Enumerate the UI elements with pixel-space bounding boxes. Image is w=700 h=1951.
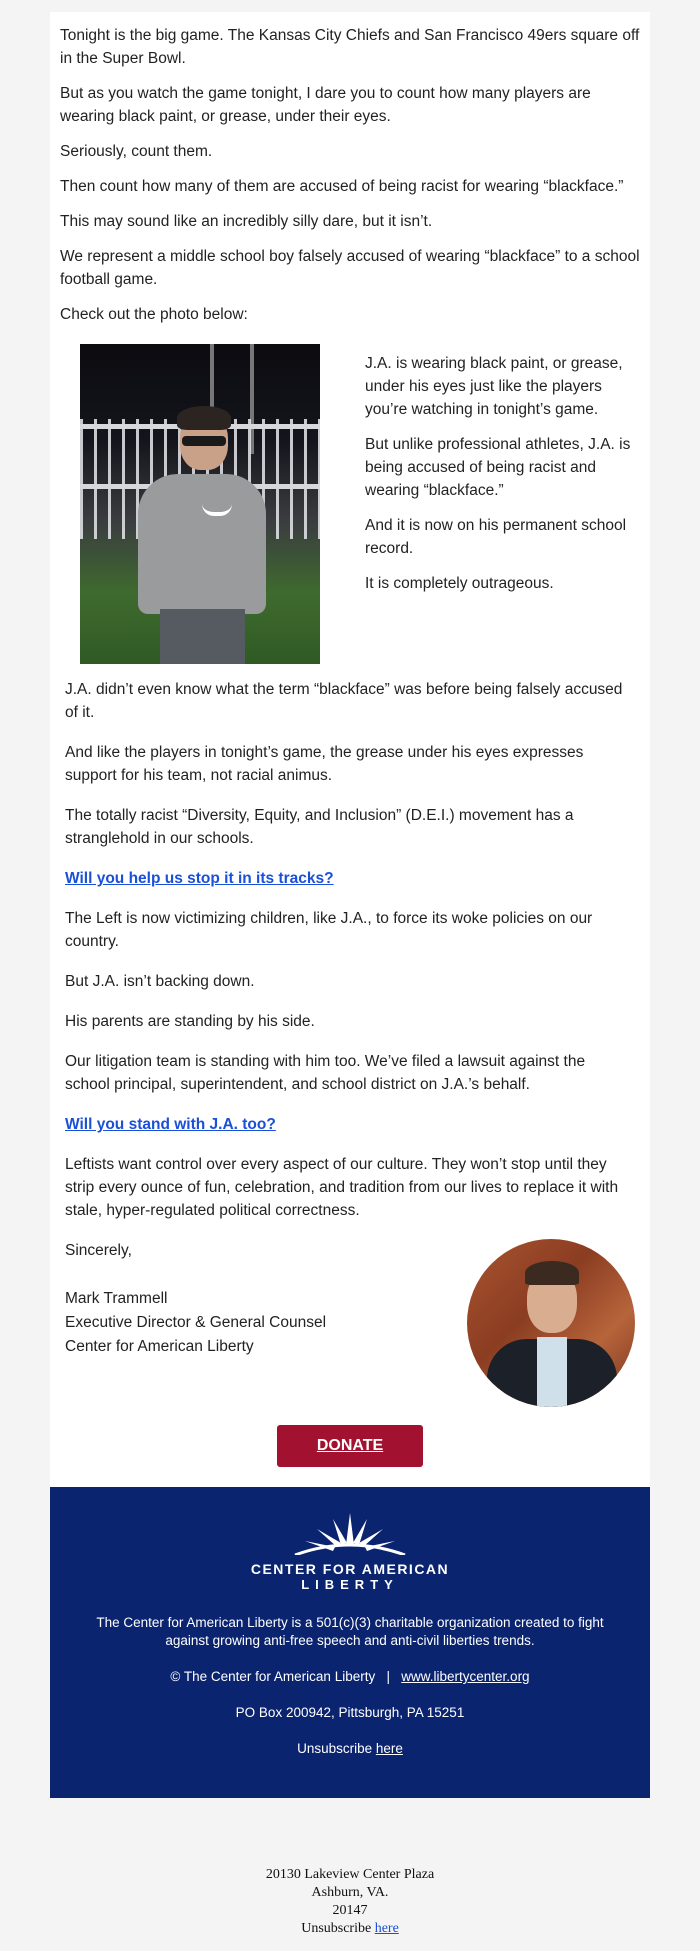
intro-paragraph: Seriously, count them.: [60, 143, 213, 160]
address-unsubscribe-link[interactable]: here: [374, 1921, 399, 1936]
boy-hair: [177, 406, 231, 430]
caption-paragraph: But unlike professional athletes, J.A. is being accused of being racist and wearing “blackface.”: [365, 436, 631, 499]
avatar-shirt: [537, 1337, 567, 1407]
signer-avatar: [467, 1239, 635, 1407]
unsubscribe-text: Unsubscribe: [301, 1921, 375, 1936]
address-line: 20130 Lakeview Center Plaza: [265, 1867, 435, 1882]
intro-section: [50, 12, 650, 326]
intro-paragraph: Check out the photo below:: [60, 306, 248, 323]
photo-row: [50, 338, 650, 664]
email-card: [50, 12, 650, 1798]
body-paragraph: Our litigation team is standing with him too. We’ve filed a lawsuit against the school principal, superintendent, and school district on J.A.’s behalf.: [65, 1053, 586, 1093]
body-paragraph: Leftists want control over every aspect of our culture. They won’t stop until they strip every ounce of fun, celebration, and tradition from our lives to replace it with stale, hyper-regulated political correctness.: [65, 1156, 619, 1219]
donate-wrap: [50, 1407, 650, 1487]
mailing-address: [0, 1866, 700, 1938]
footer-unsubscribe-link[interactable]: here: [375, 1741, 403, 1756]
org-description: The Center for American Liberty is a 501(c)(3) charitable organization created to fight against growing anti-free speech and anti-civil liberties trends.: [96, 1615, 604, 1648]
body-paragraph: The totally racist “Diversity, Equity, and Inclusion” (D.E.I.) movement has a stranglehold in our schools.: [65, 807, 574, 847]
po-box: PO Box 200942, Pittsburgh, PA 15251: [235, 1705, 465, 1720]
address-unsubscribe: [0, 1920, 700, 1938]
photo-caption: [320, 344, 635, 664]
closing: Sincerely,: [65, 1242, 132, 1259]
intro-paragraph: This may sound like an incredibly silly dare, but it isn’t.: [60, 213, 433, 230]
unsubscribe-text: Unsubscribe: [297, 1741, 376, 1756]
copyright: © The Center for American Liberty: [170, 1669, 376, 1684]
help-stop-link[interactable]: Will you help us stop it in its tracks?: [65, 870, 334, 887]
address-line: Ashburn, VA.: [311, 1885, 389, 1900]
body-paragraph: His parents are standing by his side.: [65, 1013, 315, 1030]
intro-paragraph: We represent a middle school boy falsely accused of wearing “blackface” to a school football game.: [60, 248, 640, 288]
body-paragraph: But J.A. isn’t backing down.: [65, 973, 255, 990]
signer-title: Executive Director & General Counsel: [65, 1314, 327, 1331]
caption-paragraph: J.A. is wearing black paint, or grease, under his eyes just like the players you’re watching in tonight’s game.: [365, 355, 623, 418]
body-section: [50, 664, 650, 1222]
signer-name: Mark Trammell: [65, 1290, 168, 1307]
address-line: 20147: [332, 1903, 368, 1918]
intro-paragraph: Tonight is the big game. The Kansas City Chiefs and San Francisco 49ers square off in the Super Bowl.: [60, 27, 640, 67]
logo-text: LIBERTY: [301, 1577, 399, 1592]
intro-paragraph: Then count how many of them are accused of being racist for wearing “blackface.”: [60, 178, 624, 195]
copyright-line: [90, 1668, 610, 1686]
avatar-hair: [525, 1261, 579, 1285]
website-link[interactable]: www.libertycenter.org: [401, 1669, 530, 1684]
caption-paragraph: And it is now on his permanent school record.: [365, 517, 627, 557]
footer-unsubscribe: [90, 1740, 610, 1758]
boy-shirt: [138, 474, 266, 614]
logo-text: CENTER FOR AMERICAN: [250, 1561, 450, 1577]
footer: [50, 1487, 650, 1798]
sunburst-logo-icon: [285, 1513, 415, 1555]
body-paragraph: The Left is now victimizing children, like J.A., to force its woke policies on our country.: [65, 910, 593, 950]
stand-with-link[interactable]: Will you stand with J.A. too?: [65, 1116, 276, 1133]
signature-block: [50, 1239, 650, 1407]
eye-black: [182, 436, 226, 446]
intro-paragraph: But as you watch the game tonight, I dare you to count how many players are wearing black paint, or grease, under their eyes.: [60, 85, 591, 125]
student-photo: [80, 344, 320, 664]
donate-button[interactable]: DONATE: [277, 1425, 423, 1467]
signer-org: Center for American Liberty: [65, 1338, 254, 1355]
body-paragraph: J.A. didn’t even know what the term “blackface” was before being falsely accused of it.: [65, 681, 623, 721]
boy-legs: [160, 609, 245, 664]
separator: |: [386, 1669, 390, 1684]
caption-paragraph: It is completely outrageous.: [365, 575, 554, 592]
body-paragraph: And like the players in tonight’s game, the grease under his eyes expresses support for his team, not racial animus.: [65, 744, 584, 784]
